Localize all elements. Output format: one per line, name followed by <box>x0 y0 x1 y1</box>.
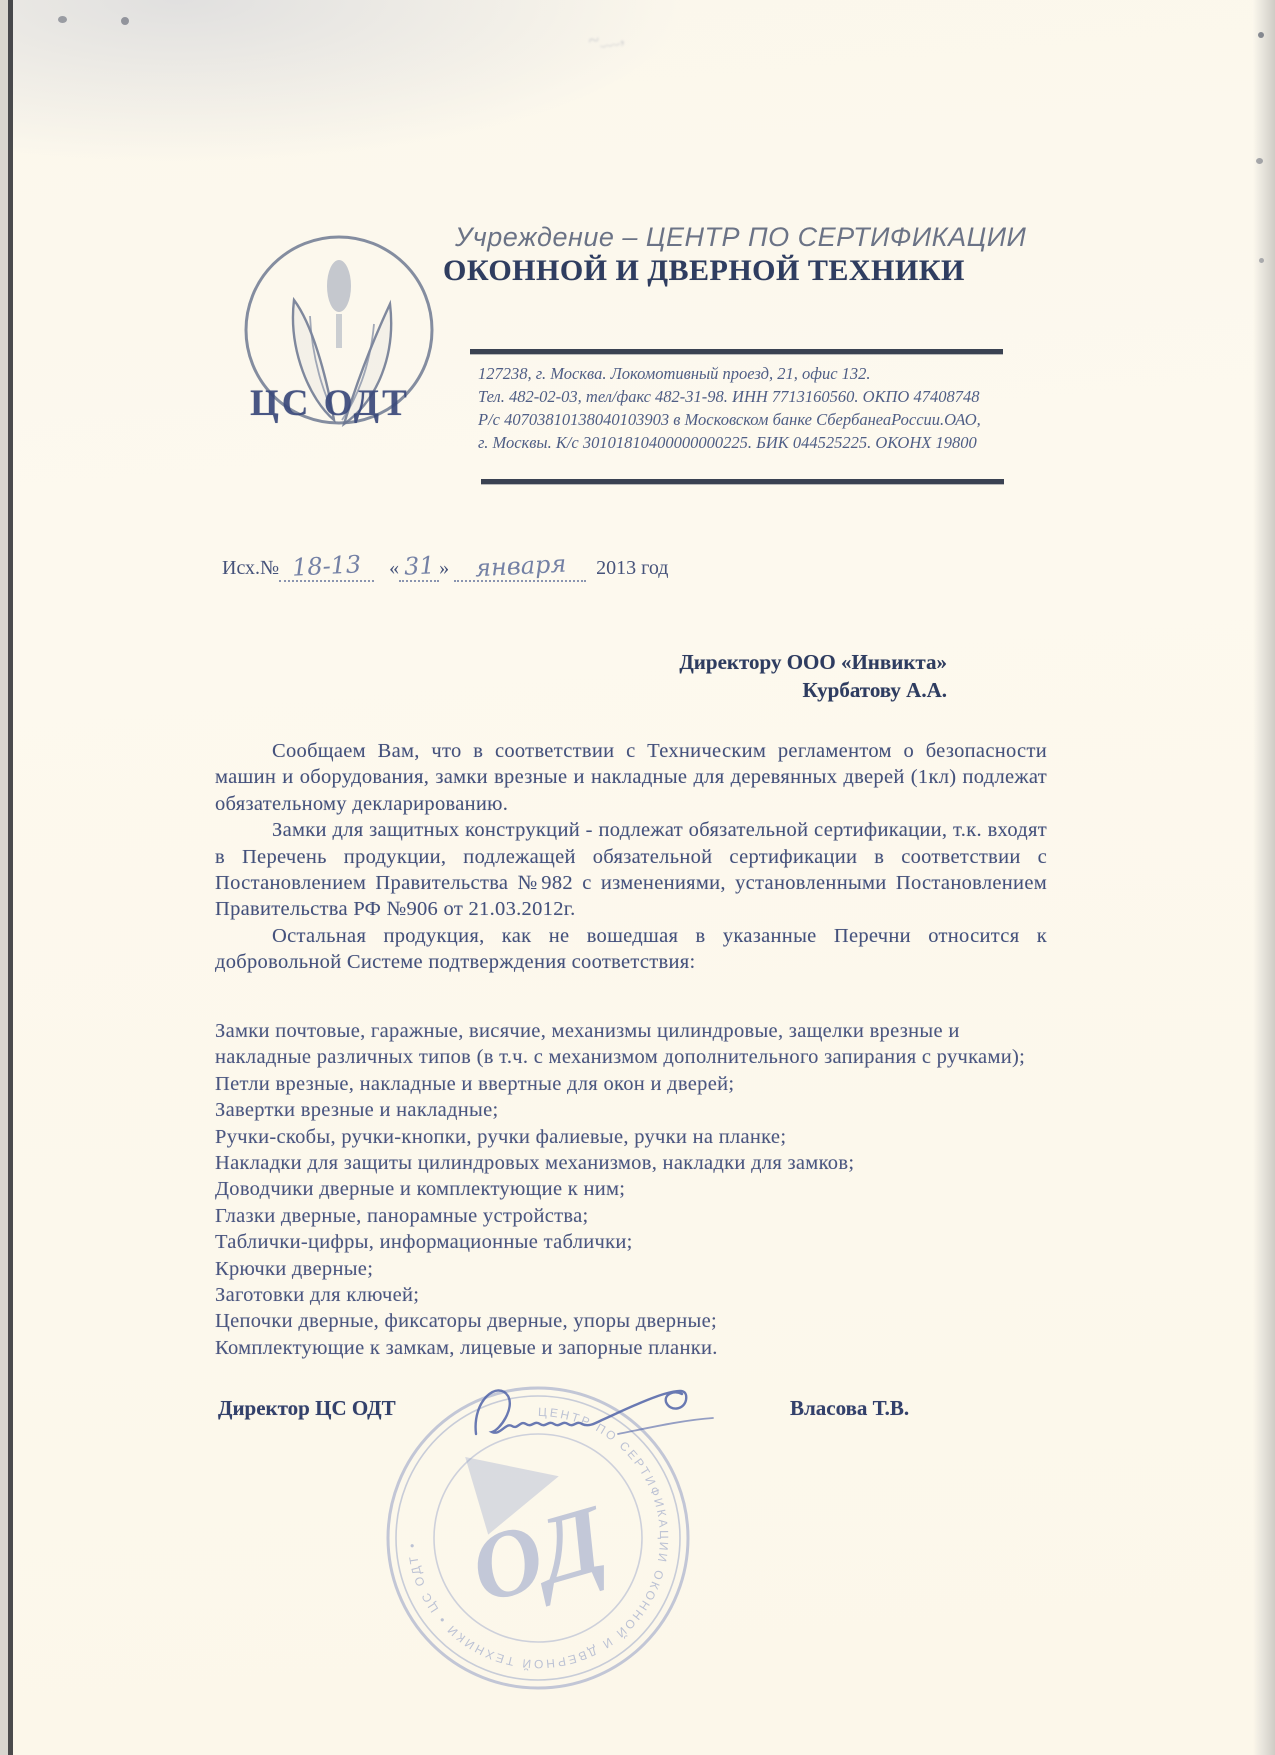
scan-left-margin <box>0 0 8 1755</box>
list-item: Цепочки дверные, фиксаторы дверные, упоры дверные; <box>215 1310 718 1333</box>
list-item: Заготовки для ключей; <box>215 1284 420 1307</box>
handwritten-signature <box>468 1372 738 1462</box>
org-type-title: Учреждение – ЦЕНТР ПО СЕРТИФИКАЦИИ <box>455 222 1027 252</box>
stamp-center-monogram: ОД <box>459 1484 617 1624</box>
scan-right-edge <box>1253 0 1275 1755</box>
header-divider-top <box>470 349 1003 354</box>
signer-title: Директор ЦС ОДТ <box>218 1396 396 1420</box>
contacts-phone: Тел. 482-02-03, тел/факс 482-31-98. ИНН 7713160560. ОКПО 47408748 <box>478 387 980 406</box>
contacts-block <box>478 362 1008 454</box>
list-item: Ручки-скобы, ручки-кнопки, ручки фалиевые, ручки на планке; <box>215 1125 787 1148</box>
quote-open: « <box>389 557 400 579</box>
signer-name: Власова Т.В. <box>790 1396 910 1420</box>
org-name-title: ОКОННОЙ И ДВЕРНОЙ ТЕХНИКИ <box>443 254 965 287</box>
list-item: Крючки дверные; <box>215 1257 374 1280</box>
paragraph-certification: Замки для защитных конструкций - подлежат обязательной сертификации, т.к. входят в Перечень продукции, подлежащей обязательной сертификации в соответствии с Постановлением Правительства №982 с изменениями, установленными Постановлением Правительства РФ №906 от 21.03.2012г. <box>215 819 1047 921</box>
quote-close: » <box>439 557 450 579</box>
logo-stem <box>336 314 342 348</box>
list-item: Петли врезные, накладные и ввертные для окон и дверей; <box>215 1072 735 1095</box>
contacts-account: Р/с 40703810138040103903 в Московском банке СбербанеаРоссии.ОАО, <box>478 410 981 429</box>
list-item: Глазки дверные, панорамные устройства; <box>215 1204 589 1227</box>
reference-line <box>222 549 669 583</box>
stamp-ring-text: ЦЕНТР ПО СЕРТИФИКАЦИИ ОКОННОЙ И ДВЕРНОЙ ТЕХНИКИ • ЦС ОДТ • <box>404 1404 672 1672</box>
list-item: Комплектующие к замкам, лицевые и запорные планки. <box>215 1336 718 1359</box>
scan-left-edge-line <box>8 0 13 1755</box>
reference-year: 2013 год <box>596 557 669 579</box>
list-item: Таблички-цифры, информационные таблички; <box>215 1231 633 1254</box>
list-item: Доводчики дверные и комплектующие к ним; <box>215 1178 626 1201</box>
addressee-position: Директору ООО «Инвикта» <box>679 650 947 674</box>
header-divider-bottom <box>481 479 1004 484</box>
signature-underline-stroke <box>618 1418 713 1434</box>
scan-speck <box>1256 158 1263 164</box>
contacts-address: 127238, г. Москва. Локомотивный проезд, 21, офис 132. <box>478 364 871 383</box>
list-item: Накладки для защиты цилиндровых механизмов, накладки для замков; <box>215 1152 855 1175</box>
addressee-name: Курбатову А.А. <box>802 678 947 702</box>
reference-month-handwritten: января <box>473 549 567 583</box>
scan-speck <box>121 17 129 25</box>
scan-speck <box>1258 32 1264 38</box>
letter-body <box>215 738 1047 976</box>
contacts-bank: г. Москвы. К/с 30101810400000000225. БИК 044525225. ОКОНХ 19800 <box>478 433 977 452</box>
reference-day-handwritten: 31 <box>403 551 436 581</box>
logo-text: ЦС ОДТ <box>250 383 410 424</box>
scan-speck <box>1259 258 1264 263</box>
paragraph-declaration: Сообщаем Вам, что в соответствии с Техническим регламентом о безопасности машин и оборудования, замки врезные и накладные для деревянных дверей (1кл) подлежат обязательному декларированию. <box>215 740 1047 815</box>
addressee-block <box>615 648 947 704</box>
logo-cattail-icon <box>327 260 351 312</box>
scan-speck <box>58 16 67 23</box>
reference-number-handwritten: 18-13 <box>291 550 362 582</box>
list-item: Завертки врезные и накладные; <box>215 1099 499 1122</box>
product-list <box>215 1018 1051 1361</box>
scan-smudge: ~﹏, <box>586 25 626 53</box>
paragraph-voluntary: Остальная продукция, как не вошедшая в указанные Перечни относится к добровольной Системе подтверждения соответствия: <box>215 924 1047 974</box>
reference-label: Исх.№ <box>222 557 280 579</box>
list-item: Замки почтовые, гаражные, висячие, механизмы цилиндровые, защелки врезные и накладные различных типов (в т.ч. с механизмом дополнительного запирания с ручками); <box>215 1020 1026 1069</box>
